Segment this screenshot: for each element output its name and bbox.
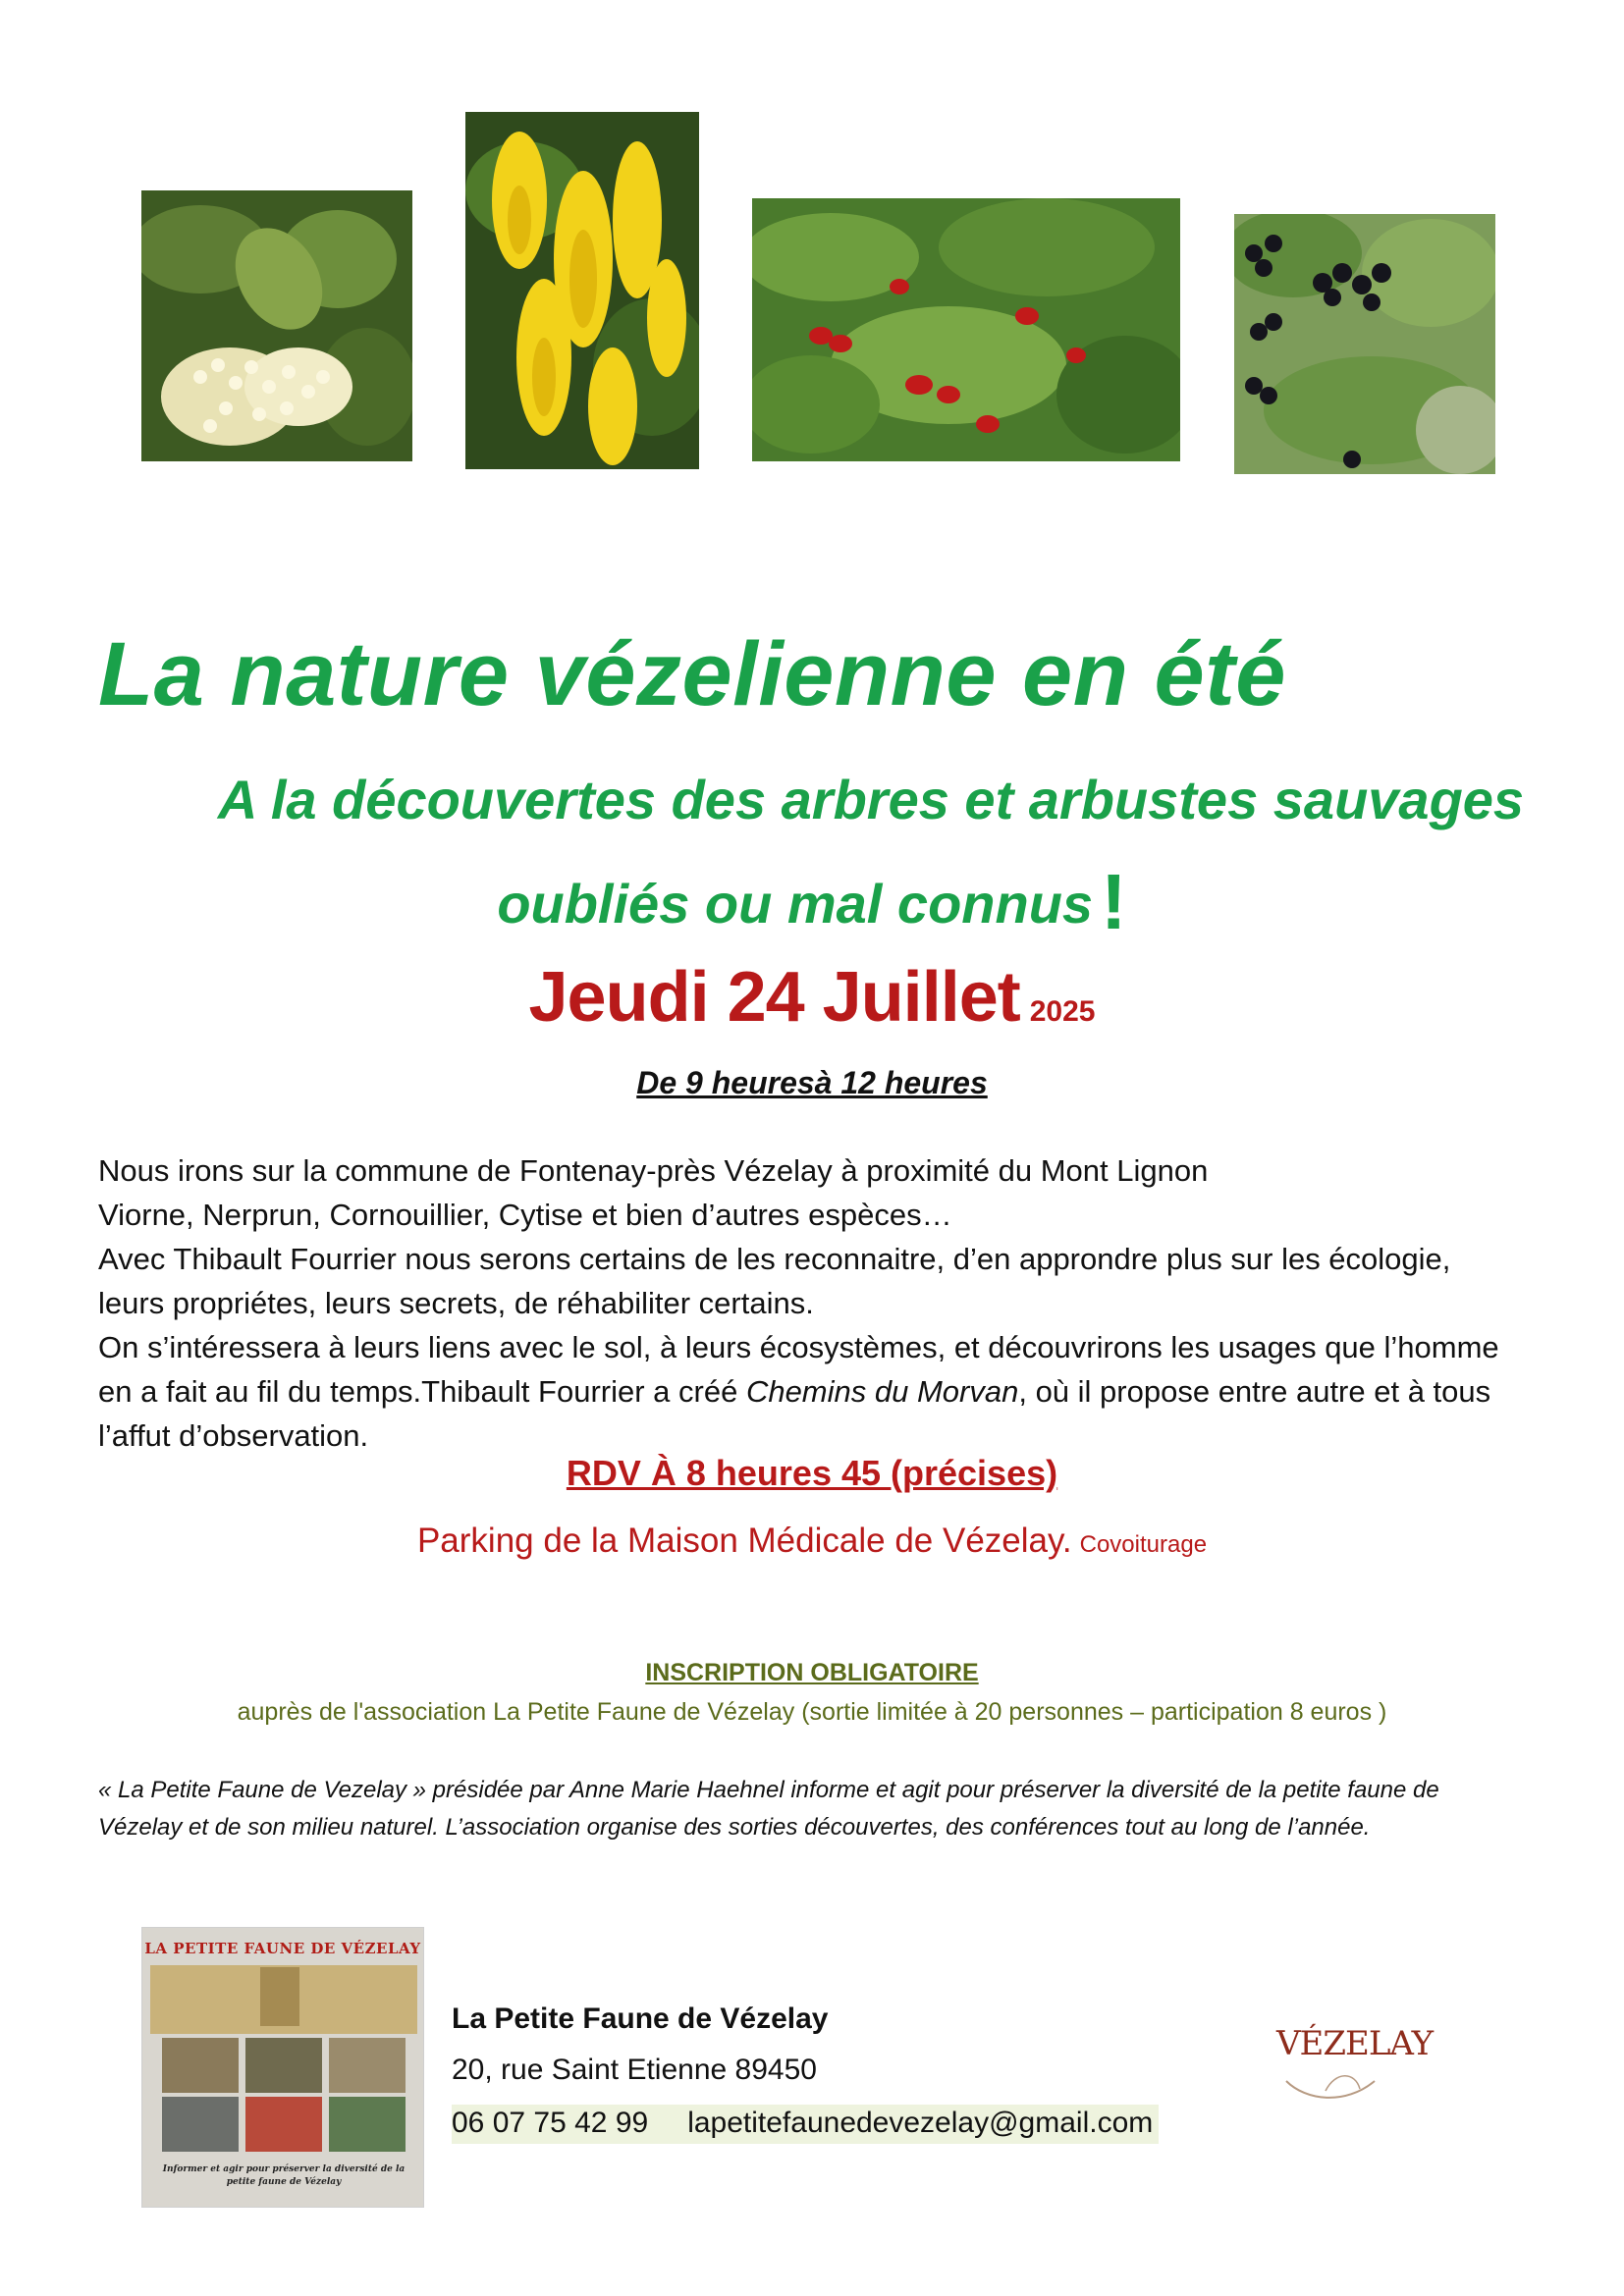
description-line (98, 1369, 1551, 1414)
event-hours: De 9 heuresà 12 heures (636, 1065, 988, 1100)
inscription-title: INSCRIPTION OBLIGATOIRE (645, 1659, 979, 1686)
description-line: Viorne, Nerprun, Cornouillier, Cytise et bien d’autres espèces… (98, 1198, 952, 1232)
event-date (0, 957, 1624, 1038)
description-text: en a fait au fil du temps.Thibault Fourrier a créé (98, 1374, 746, 1409)
parking-text: Parking de la Maison Médicale de Vézelay. (416, 1522, 1072, 1560)
subtitle-line1: A la découvertes des arbres et arbustes sauvages (217, 769, 1525, 830)
contact-phone-email (452, 2105, 1159, 2144)
subtitle-line2 (0, 857, 1624, 947)
association-description (98, 1772, 1542, 1846)
association-logo (141, 1927, 424, 2208)
logo-tagline: Informer et agir pour préserver la diversité de la petite faune de Vézelay (162, 2164, 406, 2187)
photo-nerprun (1234, 214, 1495, 474)
description-line: l’affut d’observation. (98, 1418, 369, 1453)
contact-block (452, 2002, 1159, 2144)
description-line: On s’intéressera à leurs liens avec le sol, à leurs écosystèmes, et découvrirons les usages que l’homme (98, 1330, 1499, 1364)
photo-viorne (141, 190, 412, 461)
vezelay-logo-text: VÉZELAY (1276, 2024, 1434, 2063)
meeting-place (0, 1522, 1624, 1561)
description-line: leurs propriétes, leurs secrets, de réhabiliter certains. (98, 1286, 814, 1320)
event-date-main: Jeudi 24 Juillet (528, 958, 1020, 1037)
association-line: « La Petite Faune de Vezelay » présidée par Anne Marie Haehnel informe et agit pour préserver la diversité de la petite faune de (98, 1777, 1439, 1803)
vezelay-logo (1267, 2002, 1434, 2110)
exclamation-mark: ! (1101, 858, 1127, 945)
page-title: La nature vézelienne en été (98, 624, 1286, 724)
event-year: 2025 (1029, 995, 1096, 1028)
logo-title: LA PETITE FAUNE DE VÉZELAY (144, 1940, 421, 1957)
description-line: Nous irons sur la commune de Fontenay-près Vézelay à proximité du Mont Lignon (98, 1153, 1209, 1188)
event-description (98, 1148, 1551, 1458)
subtitle-line2-text: oubliés ou mal connus (497, 873, 1094, 934)
contact-name: La Petite Faune de Vézelay (452, 2002, 829, 2035)
photo-cornouillier (752, 198, 1180, 461)
association-line: Vézelay et de son milieu naturel. L’association organise des sorties découvertes, des conférences tout au long de l’année. (98, 1814, 1371, 1841)
covoiturage-note: Covoiturage (1079, 1531, 1208, 1558)
rdv-time: RDV À 8 heures 45 (précises) (566, 1453, 1058, 1493)
inscription-details: auprès de l'association La Petite Faune de Vézelay (sortie limitée à 20 personnes – participation 8 euros ) (237, 1698, 1387, 1726)
description-text: , où il propose entre autre et à tous (1018, 1374, 1491, 1409)
chemins-du-morvan: Chemins du Morvan (745, 1374, 1019, 1409)
photo-cytise (465, 112, 699, 469)
contact-phone[interactable]: 06 07 75 42 99 (452, 2107, 649, 2139)
contact-address: 20, rue Saint Etienne 89450 (452, 2054, 817, 2086)
contact-email[interactable]: lapetitefaunedevezelay@gmail.com (687, 2107, 1154, 2139)
description-line: Avec Thibault Fourrier nous serons certains de les reconnaitre, d’en approndre plus sur les écologie, (98, 1242, 1451, 1276)
